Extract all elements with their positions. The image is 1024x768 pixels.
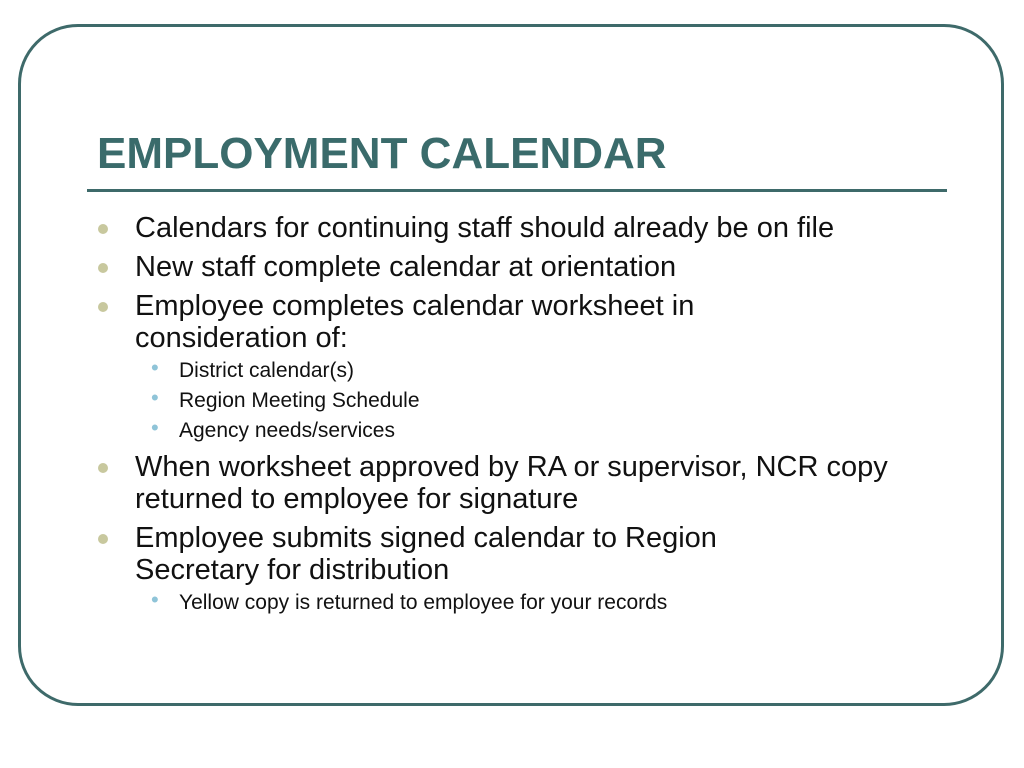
bullet-dot-icon bbox=[98, 302, 108, 312]
sub-bullet-dot-icon: • bbox=[151, 355, 159, 380]
sub-bullet-dot-icon: • bbox=[151, 385, 159, 410]
sub-bullet-list bbox=[0, 355, 1024, 444]
sub-bullet-text: District calendar(s) bbox=[179, 359, 355, 382]
title-divider bbox=[87, 189, 947, 192]
bullet-item bbox=[0, 290, 775, 354]
sub-bullet-item bbox=[0, 587, 959, 616]
sub-bullet-dot-icon: • bbox=[151, 587, 159, 612]
slide-title: EMPLOYMENT CALENDAR bbox=[97, 129, 667, 178]
bullet-text: New staff complete calendar at orientation bbox=[135, 251, 677, 283]
sub-bullet-dot-icon: • bbox=[151, 415, 159, 440]
bullet-text: When worksheet approved by RA or supervisor, NCR copy returned to employee for signature bbox=[135, 451, 888, 515]
bullet-text: Employee completes calendar worksheet in consideration of: bbox=[135, 290, 695, 354]
bullet-dot-icon bbox=[98, 463, 108, 473]
sub-bullet-text: Region Meeting Schedule bbox=[179, 389, 420, 412]
bullet-text: Employee submits signed calendar to Region Secretary for distribution bbox=[135, 522, 717, 586]
bullet-list bbox=[0, 212, 1024, 623]
sub-bullet-list bbox=[0, 587, 1024, 616]
sub-bullet-item bbox=[0, 415, 959, 444]
sub-bullet-text: Yellow copy is returned to employee for your records bbox=[179, 591, 668, 614]
bullet-dot-icon bbox=[98, 224, 108, 234]
bullet-dot-icon bbox=[98, 263, 108, 273]
bullet-item bbox=[0, 212, 935, 244]
bullet-item bbox=[0, 251, 935, 283]
bullet-dot-icon bbox=[98, 534, 108, 544]
sub-bullet-item bbox=[0, 385, 959, 414]
bullet-item bbox=[0, 451, 935, 515]
sub-bullet-item bbox=[0, 355, 959, 384]
bullet-item bbox=[0, 522, 795, 586]
sub-bullet-text: Agency needs/services bbox=[179, 419, 395, 442]
bullet-text: Calendars for continuing staff should already be on file bbox=[135, 212, 835, 244]
